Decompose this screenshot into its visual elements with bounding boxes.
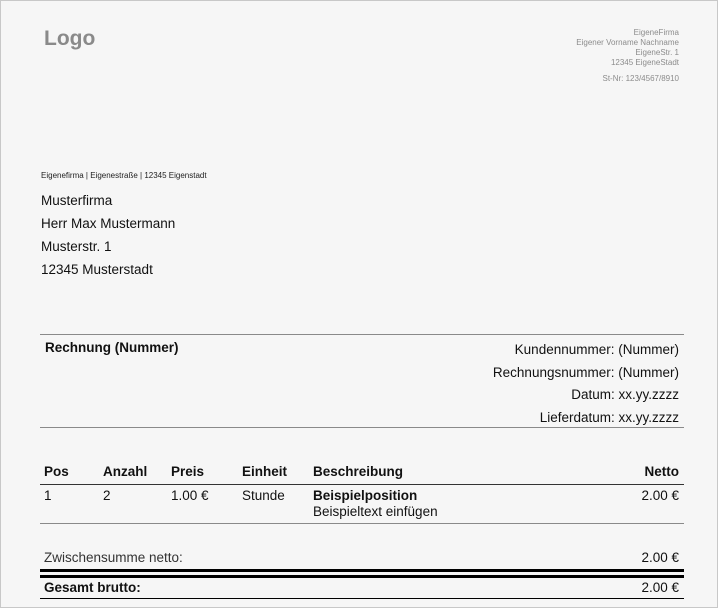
cell-beschreibung-title: Beispielposition <box>313 488 418 503</box>
tax-number: St-Nr: 123/4567/8910 <box>602 74 679 83</box>
meta-label: Datum: <box>571 387 615 402</box>
meta-value: xx.yy.zzzz <box>618 409 679 425</box>
col-header-beschreibung: Beschreibung <box>313 464 404 479</box>
cell-einheit: Stunde <box>242 488 285 503</box>
total-value: 2.00 € <box>641 580 679 595</box>
recipient-company: Musterfirma <box>41 193 113 208</box>
meta-label: Rechnungsnummer: <box>492 364 615 380</box>
sender-company: EigeneFirma <box>633 28 679 37</box>
invoice-title: Rechnung (Nummer) <box>45 340 179 355</box>
meta-label: Lieferdatum: <box>539 409 615 425</box>
divider-table-header <box>40 484 684 485</box>
recipient-street: Musterstr. 1 <box>41 239 112 254</box>
divider-top <box>40 334 684 335</box>
subtotal-label: Zwischensumme netto: <box>44 550 183 565</box>
divider-meta <box>40 427 684 428</box>
recipient-city: 12345 Musterstadt <box>41 262 153 277</box>
cell-preis: 1.00 € <box>171 488 209 503</box>
cell-beschreibung-text: Beispieltext einfügen <box>313 504 438 519</box>
meta-row-date <box>493 384 679 407</box>
divider-table-end <box>40 523 684 524</box>
recipient-address <box>41 189 175 281</box>
sender-city: 12345 EigeneStadt <box>610 58 679 67</box>
meta-row-delivery-date <box>493 407 679 430</box>
col-header-anzahl: Anzahl <box>103 464 148 479</box>
total-label: Gesamt brutto: <box>44 580 141 595</box>
col-header-preis: Preis <box>171 464 205 479</box>
double-rule-top <box>40 569 684 572</box>
col-header-netto: Netto <box>644 464 679 479</box>
meta-row-customer-number <box>493 339 679 362</box>
cell-anzahl: 2 <box>103 488 111 503</box>
invoice-meta <box>493 339 679 429</box>
sender-name: Eigener Vorname Nachname <box>576 38 679 47</box>
logo: Logo <box>44 27 96 50</box>
sender-street: EigeneStr. 1 <box>635 48 679 57</box>
meta-row-invoice-number <box>493 362 679 385</box>
divider-total <box>40 598 684 599</box>
double-rule-bottom <box>40 575 684 578</box>
col-header-pos: Pos <box>44 464 69 479</box>
meta-label: Kundennummer: <box>514 342 615 357</box>
cell-pos: 1 <box>44 488 52 503</box>
meta-value: xx.yy.zzzz <box>618 387 679 402</box>
recipient-person: Herr Max Mustermann <box>41 216 176 231</box>
col-header-einheit: Einheit <box>242 464 288 479</box>
sender-address <box>576 28 679 68</box>
meta-value: (Nummer) <box>618 364 679 380</box>
return-address-line: Eigenefirma | Eigenestraße | 12345 Eigenstadt <box>41 171 207 180</box>
meta-value: (Nummer) <box>618 342 679 357</box>
subtotal-value: 2.00 € <box>641 550 679 565</box>
cell-netto: 2.00 € <box>641 488 679 503</box>
